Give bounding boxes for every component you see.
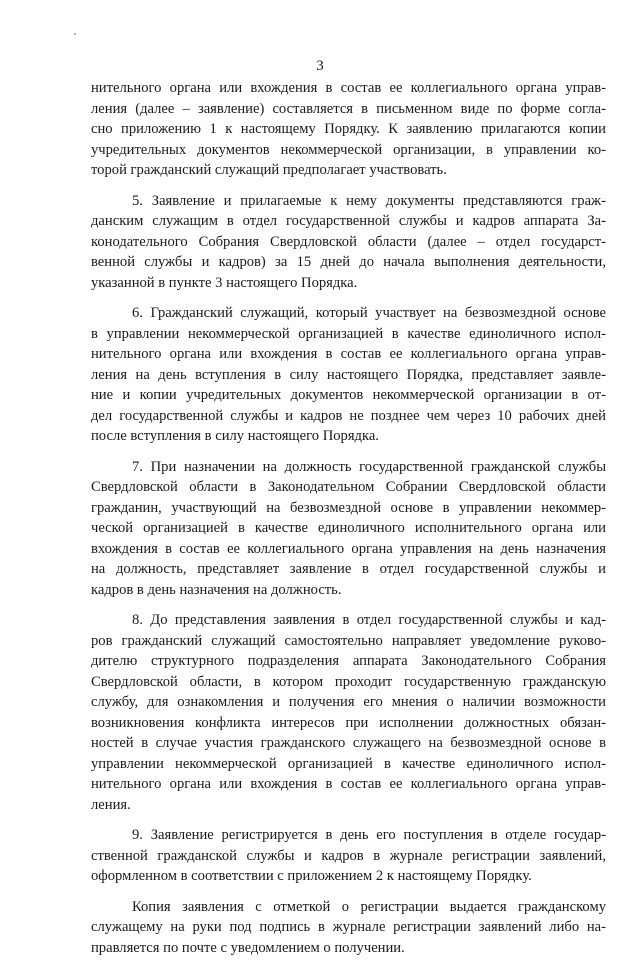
paragraph-p-5 — [91, 191, 606, 294]
text-line: правляется по почте с уведомлением о получении. — [91, 939, 405, 956]
text-line: ров гражданский служащий самостоятельно направляет уведомление руково- — [91, 632, 606, 649]
text-line: гражданин, участвующий на безвозмездной основе в управлении некоммер- — [91, 499, 606, 516]
text-line: вхождения в состав ее коллегиального органа управления на день назначения — [91, 540, 606, 557]
text-line: 5. Заявление и прилагаемые к нему документы представляются граж- — [132, 192, 606, 209]
text-line: 8. До представления заявления в отдел государственной службы и кад- — [132, 612, 606, 628]
text-line: управлении некоммерческой организацией в качестве единоличного испол- — [91, 755, 606, 772]
text-line: нительного органа или вхождения в состав ее коллегиального органа управ- — [91, 776, 606, 792]
text-line: служащему на руки под подпись в журнале регистрации заявлений либо на- — [91, 919, 606, 935]
text-line: ние и копии учредительных документов некоммерческой организации в от- — [91, 387, 606, 403]
text-line: ления на день вступления в силу настоящего Порядка, представляет заявле- — [91, 366, 606, 383]
text-line: в управлении некоммерческой организацией в качестве единоличного испол- — [91, 325, 606, 342]
text-line: оформленном в соответствии с приложением 2 к настоящему Порядку. — [91, 868, 532, 884]
paragraph-p-9 — [91, 825, 606, 887]
text-line: венной службы и кадров) за 15 дней до начала выполнения деятельности, — [91, 254, 606, 270]
text-line: указанной в пункте 3 настоящего Порядка. — [91, 274, 358, 291]
text-line: Свердловской области в Законодательном Собрании Свердловской области — [91, 479, 606, 495]
scan-speck — [74, 33, 76, 35]
text-line: ностей в случае участия гражданского служащего на безвозмездной основе в — [91, 735, 606, 751]
text-line: на должность, представляет заявление в отдел государственной службы и — [91, 561, 606, 577]
text-line: дителю структурного подразделения аппарата Законодательного Собрания — [91, 653, 606, 669]
text-line: дел государственной службы и кадров не позднее чем через 10 рабочих дней — [91, 407, 606, 424]
text-line: службу, для ознакомления и получения его мнения о наличии возможности — [91, 694, 606, 710]
text-line: Свердловской области, в котором проходит государственную гражданскую — [91, 673, 606, 690]
text-line: возникновения конфликта интересов при исполнении должностных обязан- — [91, 714, 606, 731]
text-line: учредительных документов некоммерческой организации, в управлении ко- — [91, 141, 606, 158]
text-line: ления (далее – заявление) составляется в письменном виде по форме согла- — [91, 100, 606, 117]
text-line: торой гражданский служащий предполагает участвовать. — [91, 162, 447, 178]
text-line: ческой организацией в качестве единоличного исполнительного органа или — [91, 520, 606, 536]
text-line: после вступления в силу настоящего Порядка. — [91, 428, 379, 444]
text-line: ственной гражданской службы и кадров в журнале регистрации заявлений, — [91, 847, 606, 864]
text-line: ления. — [91, 796, 131, 813]
text-line: кадров в день назначения на должность. — [91, 581, 342, 598]
text-line: 9. Заявление регистрируется в день его поступления в отделе государ- — [132, 827, 606, 843]
paragraph-p-copy — [91, 897, 606, 959]
text-line: конодательного Собрания Свердловской области (далее – отдел государст- — [91, 233, 606, 250]
text-line: 7. При назначении на должность государственной гражданской службы — [132, 458, 606, 475]
paragraph-p-cont — [91, 78, 606, 181]
page-number: 3 — [316, 58, 324, 74]
document-body — [91, 78, 606, 968]
paragraph-p-8 — [91, 610, 606, 815]
text-line: сно приложению 1 к настоящему Порядку. К заявлению прилагаются копии — [91, 121, 606, 137]
text-line: Копия заявления с отметкой о регистрации выдается гражданскому — [132, 898, 606, 915]
paragraph-p-7 — [91, 457, 606, 601]
text-line: данским служащим в отдел государственной службы и кадров аппарата За- — [91, 213, 606, 229]
text-line: нительного органа или вхождения в состав ее коллегиального органа управ- — [91, 80, 606, 96]
text-line: нительного органа или вхождения в состав ее коллегиального органа управ- — [91, 346, 606, 362]
text-line: 6. Гражданский служащий, который участвует на безвозмездной основе — [132, 305, 606, 321]
paragraph-p-6 — [91, 303, 606, 447]
